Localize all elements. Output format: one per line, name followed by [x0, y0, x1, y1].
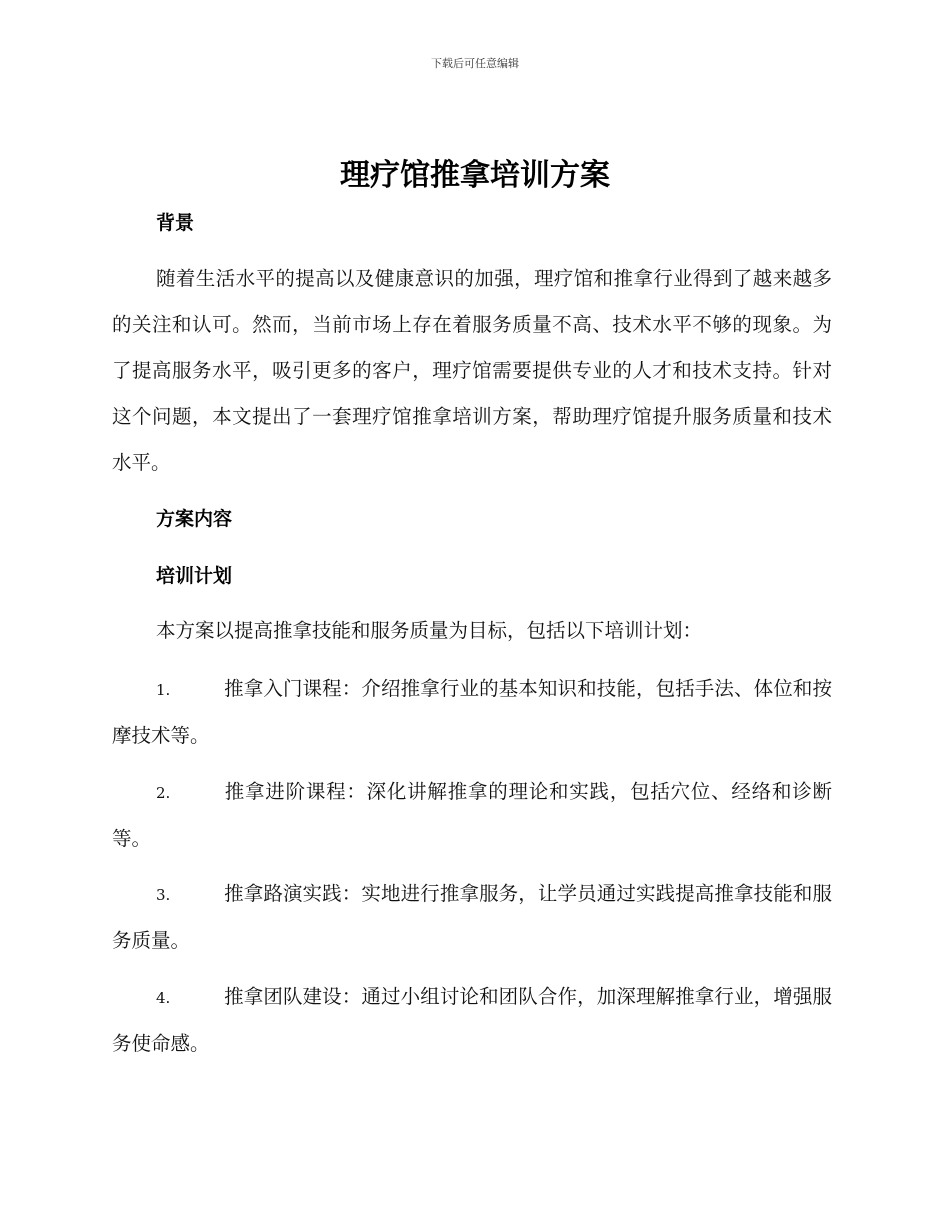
list-item — [112, 974, 832, 1067]
list-item-number: 3. — [156, 886, 171, 904]
list-item-number: 1. — [156, 681, 171, 699]
training-intro-paragraph: 本方案以提高推拿技能和服务质量为目标，包括以下培训计划： — [156, 619, 703, 642]
header-note: 下载后可任意编辑 — [431, 57, 519, 70]
plan-content-heading: 方案内容 — [156, 508, 233, 530]
list-item-text: 推拿入门课程：介绍推拿行业的基本知识和技能，包括手法、体位和按摩技术等。 — [112, 677, 832, 747]
list-item-text: 推拿进阶课程：深化讲解推拿的理论和实践，包括穴位、经络和诊断等。 — [112, 780, 832, 850]
list-item — [112, 666, 832, 759]
training-plan-heading: 培训计划 — [156, 565, 233, 587]
list-item-number: 2. — [156, 784, 171, 802]
list-item — [112, 769, 832, 862]
list-item-text: 推拿路演实践：实地进行推拿服务，让学员通过实践提高推拿技能和服务质量。 — [112, 882, 832, 952]
list-item-number: 4. — [156, 989, 171, 1007]
document-title: 理疗馆推拿培训方案 — [340, 158, 610, 193]
list-item — [112, 871, 832, 964]
background-paragraph: 随着生活水平的提高以及健康意识的加强，理疗馆和推拿行业得到了越来越多的关注和认可。然而，当前市场上存在着服务质量不高、技术水平不够的现象。为了提高服务水平，吸引更多的客户，理疗馆需要提供专业的人才和技术支持。针对这个问题，本文提出了一套理疗馆推拿培训方案，帮助理疗馆提升服务质量和技术水平。 — [112, 267, 832, 474]
list-item-text: 推拿团队建设：通过小组讨论和团队合作，加深理解推拿行业，增强服务使命感。 — [112, 985, 832, 1055]
background-heading: 背景 — [156, 212, 195, 234]
